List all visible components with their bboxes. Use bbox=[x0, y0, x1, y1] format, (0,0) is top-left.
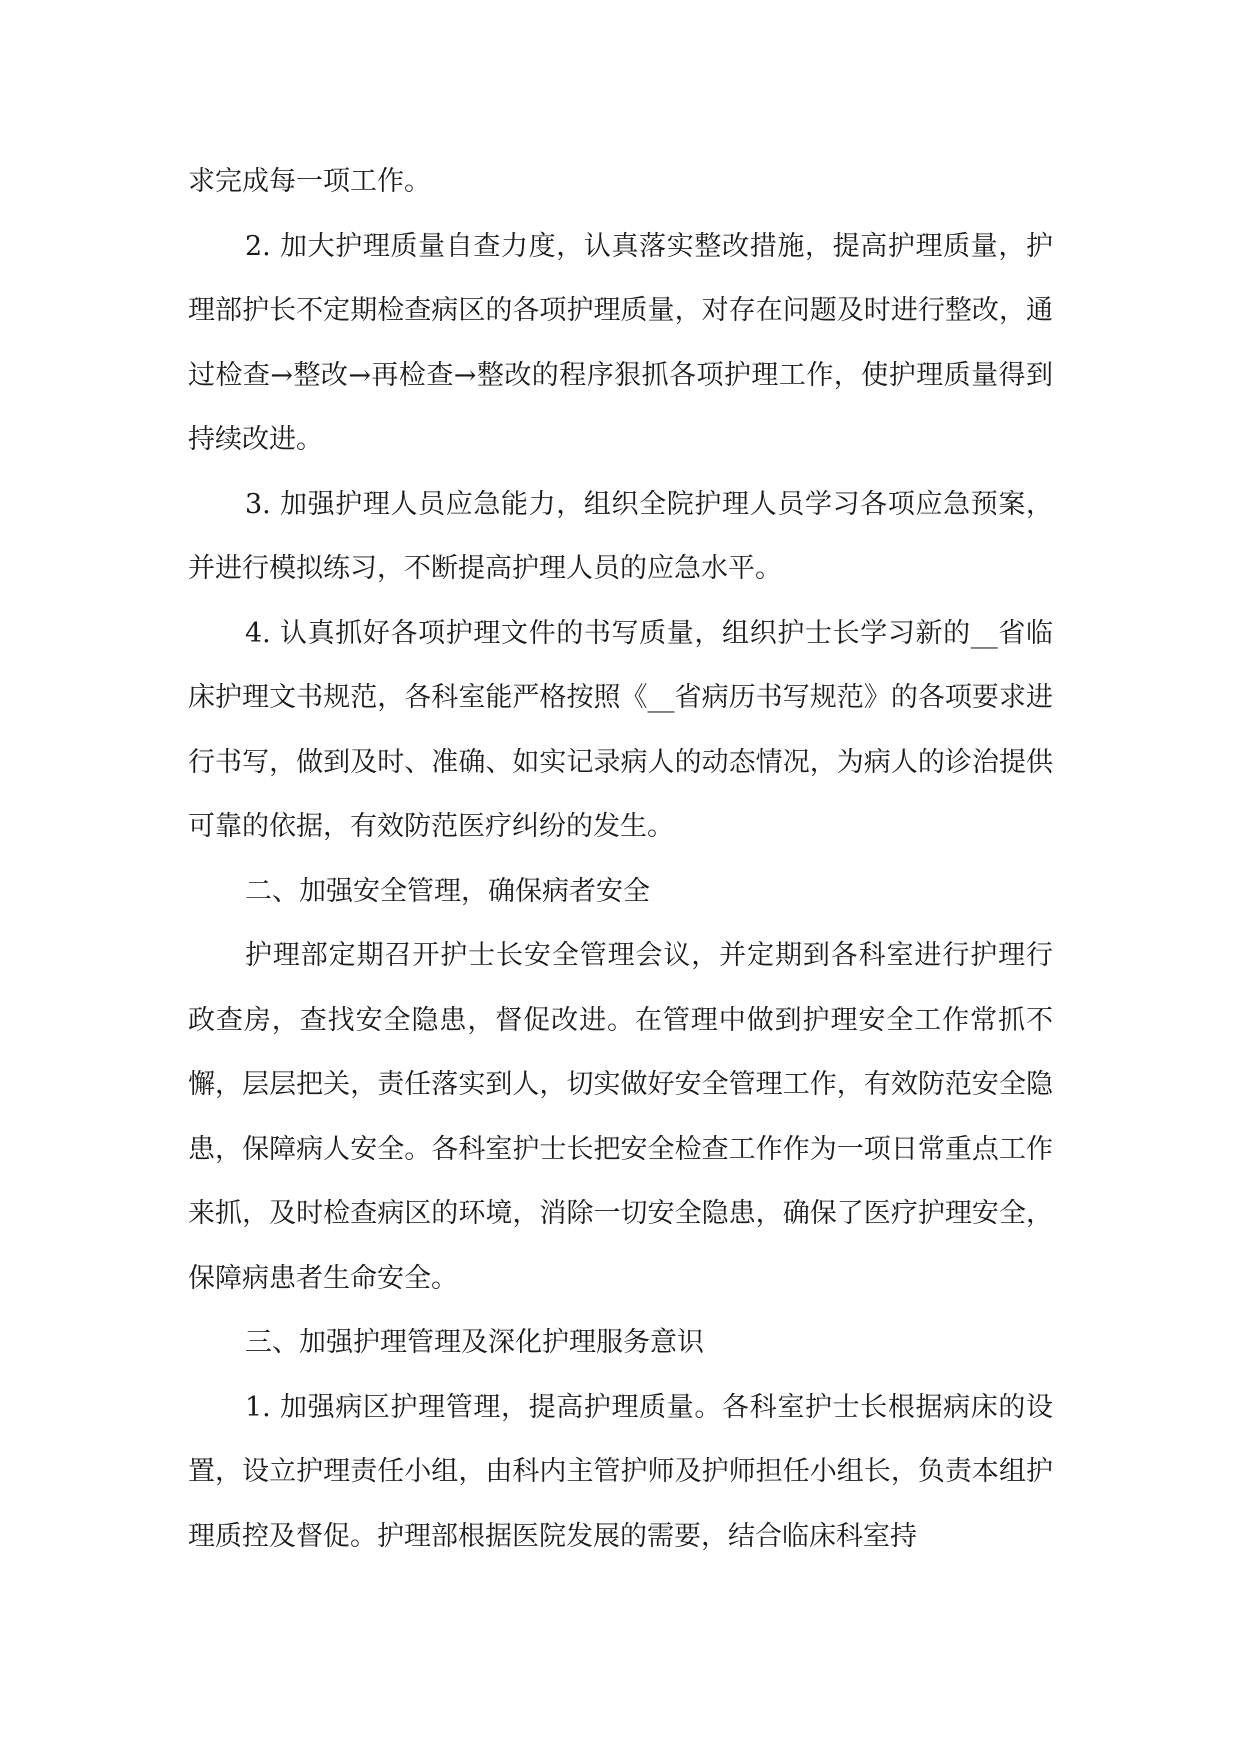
paragraph-item-1: 1. 加强病区护理管理，提高护理质量。各科室护士长根据病床的设置，设立护理责任小组，由科内主管护师及护师担任小组长，负责本组护理质控及督促。护理部根据医院发展的需要，结合临床科室持 bbox=[188, 1391, 1053, 1552]
paragraph-item-3: 3. 加强护理人员应急能力，组织全院护理人员学习各项应急预案，并进行模拟练习，不断提高护理人员的应急水平。 bbox=[188, 488, 1053, 584]
paragraph-item-2: 2. 加大护理质量自查力度，认真落实整改措施，提高护理质量，护理部护长不定期检查病区的各项护理质量，对存在问题及时进行整改，通过检查→整改→再检查→整改的程序狠抓各项护理工作，使护理质量得到持续改进。 bbox=[188, 230, 1053, 455]
paragraph-item-4: 4. 认真抓好各项护理文件的书写质量，组织护士长学习新的__省临床护理文书规范，各科室能严格按照《__省病历书写规范》的各项要求进行书写，做到及时、准确、如实记录病人的动态情况，为病人的诊治提供可靠的依据，有效防范医疗纠纷的发生。 bbox=[188, 617, 1053, 842]
section-heading-3: 三、加强护理管理及深化护理服务意识 bbox=[245, 1327, 704, 1358]
document-body bbox=[188, 150, 1053, 1569]
paragraph-safety: 护理部定期召开护士长安全管理会议，并定期到各科室进行护理行政查房，查找安全隐患，督促改进。在管理中做到护理安全工作常抓不懈，层层把关，责任落实到人，切实做好安全管理工作，有效防范安全隐患，保障病人安全。各科室护士长把安全检查工作作为一项日常重点工作来抓，及时检查病区的环境，消除一切安全隐患，确保了医疗护理安全，保障病患者生命安全。 bbox=[188, 940, 1053, 1294]
paragraph-continuation: 求完成每一项工作。 bbox=[188, 166, 431, 197]
section-heading-2: 二、加强安全管理，确保病者安全 bbox=[245, 875, 650, 907]
